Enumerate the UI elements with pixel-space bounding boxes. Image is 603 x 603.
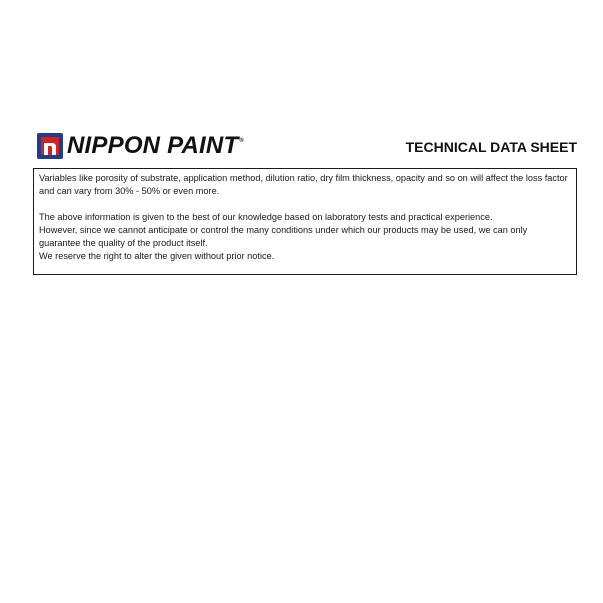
page-header (37, 132, 577, 162)
document-title: TECHNICAL DATA SHEET (405, 139, 577, 155)
notes-paragraph: We reserve the right to alter the given without prior notice. (39, 251, 275, 261)
brand-logo (37, 132, 244, 160)
notes-box (33, 168, 577, 275)
notes-paragraph: The above information is given to the best of our knowledge based on laboratory tests and practical experience. (39, 212, 493, 222)
notes-paragraph: Variables like porosity of substrate, application method, dilution ratio, dry film thickness, opacity and so on will affect the loss factor and can vary from 30% - 50% or even more. (39, 173, 568, 196)
nippon-paint-logo-icon (37, 133, 63, 159)
notes-paragraph: However, since we cannot anticipate or control the many conditions under which our products may be used, we can only guarantee the quality of the product itself. (39, 225, 528, 248)
brand-name: NIPPON PAINT® (67, 132, 244, 159)
